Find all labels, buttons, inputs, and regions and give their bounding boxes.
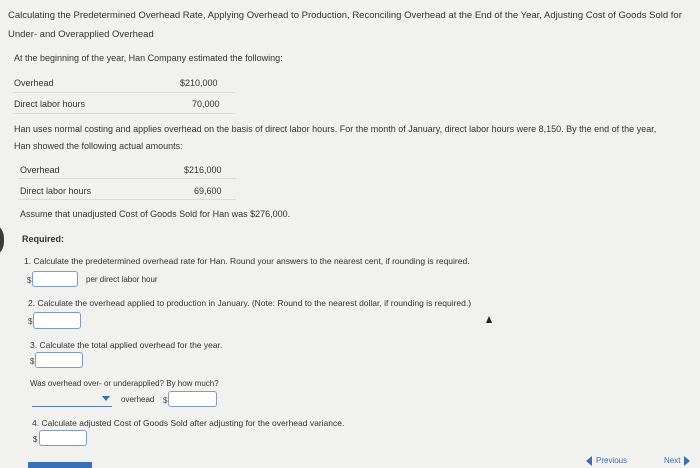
intro-text: At the beginning of the year, Han Company estimated the following:: [14, 53, 283, 63]
january-applied-overhead-input[interactable]: [33, 312, 81, 329]
chevron-right-icon: [684, 456, 690, 466]
side-handle[interactable]: [0, 222, 4, 258]
assume-text: Assume that unadjusted Cost of Goods Sold for Han was $276,000.: [20, 209, 291, 219]
question-4-text: 4. Calculate adjusted Cost of Goods Sold after adjusting for the overhead variance.: [32, 418, 345, 428]
question-3-text: 3. Calculate the total applied overhead for the year.: [30, 340, 223, 350]
adjusted-cogs-input[interactable]: [39, 430, 87, 446]
previous-button[interactable]: [586, 456, 627, 466]
actual-overhead-value: $216,000: [184, 165, 222, 175]
divider: [18, 199, 236, 200]
mouse-cursor-icon: [486, 316, 492, 323]
next-label: Next: [664, 456, 681, 466]
followup-question: Was overhead over- or underapplied? By how much?: [30, 379, 219, 388]
required-heading: Required:: [22, 234, 65, 244]
currency-symbol: $: [163, 396, 168, 405]
overhead-label: overhead: [121, 395, 155, 404]
question-2-text: 2. Calculate the overhead applied to production in January. (Note: Round to the nearest dollar, if rounding is required.): [28, 298, 472, 308]
chevron-left-icon: [586, 456, 592, 466]
actual-dlh-label: Direct labor hours: [20, 186, 92, 196]
rate-input[interactable]: [32, 271, 78, 287]
question-1-text: 1. Calculate the predetermined overhead rate for Han. Round your answers to the nearest cent, if rounding is required.: [24, 256, 470, 266]
total-applied-overhead-input[interactable]: [35, 352, 83, 368]
chevron-down-icon[interactable]: [102, 396, 110, 401]
estimated-dlh-label: Direct labor hours: [14, 99, 86, 109]
rate-unit-label: per direct labor hour: [86, 275, 158, 284]
divider: [14, 92, 234, 93]
estimated-overhead-value: $210,000: [180, 78, 218, 88]
actual-dlh-value: 69,600: [194, 186, 222, 196]
actual-overhead-label: Overhead: [20, 165, 60, 175]
divider: [18, 178, 236, 179]
over-under-dropdown[interactable]: [32, 406, 112, 407]
currency-symbol: $: [27, 276, 32, 285]
currency-symbol: $: [28, 317, 33, 326]
paragraph-line-1: Han uses normal costing and applies overhead on the basis of direct labor hours. For the month of January, direct labor hours were 8,150. By the end of the year,: [14, 124, 657, 134]
variance-amount-input[interactable]: [168, 391, 217, 407]
currency-symbol: $: [30, 357, 35, 366]
estimated-overhead-label: Overhead: [14, 78, 54, 88]
next-button[interactable]: [664, 456, 690, 466]
estimated-dlh-value: 70,000: [192, 99, 220, 109]
problem-title: Calculating the Predetermined Overhead Rate, Applying Overhead to Production, Reconciling Overhead at the End of the Year, Adjusting Cost of Goods Sold for Under- and Overapplied Overhead: [8, 10, 682, 40]
currency-symbol: $: [33, 435, 38, 444]
divider: [14, 113, 234, 114]
previous-label: Previous: [596, 456, 628, 466]
check-my-work-button[interactable]: [28, 462, 92, 468]
paragraph-line-2: Han showed the following actual amounts:: [14, 141, 183, 151]
